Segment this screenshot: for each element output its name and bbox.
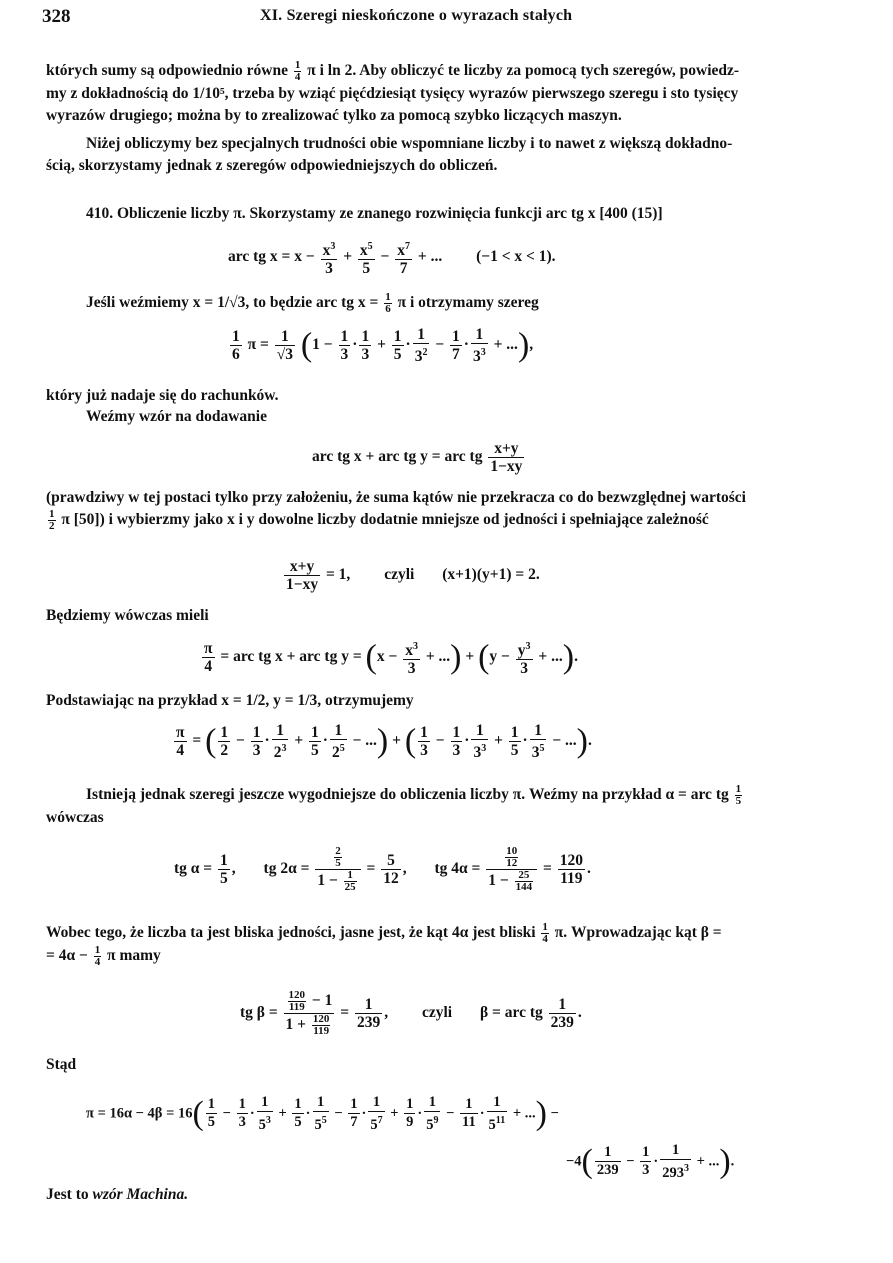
- equation-arctg-series: arc tg x = x − $\frac{x^3}{3}$ + $\frac{x^5}{5}$ − $\frac{x^7}{7}$ + ... (−1 < x < 1).: [228, 238, 556, 277]
- eq1-tail: + ...: [417, 248, 443, 266]
- p1-line3: wyrazów drugiego; można by to zrealizować tylko za pomocą szybko liczących maszyn.: [46, 107, 622, 124]
- page-number: 328: [42, 6, 71, 27]
- eq7-r-num: 120: [559, 852, 583, 869]
- running-title: XI. Szeregi nieskończone o wyrazach stałych: [260, 7, 573, 24]
- eq1-minus: −: [380, 248, 390, 266]
- eq5-t2: y −: [489, 648, 510, 666]
- eq2-inner: 1 −: [312, 336, 333, 354]
- eq4-den: 1−xy: [286, 576, 319, 593]
- equation-addition-formula: [312, 440, 526, 475]
- p9-line1: Istnieją jednak szeregi jeszcze wygodniejsze do obliczenia liczby π. Weźmy na przykład α = arc tg: [86, 786, 729, 804]
- paragraph-2: [46, 133, 848, 177]
- equation-condition: [282, 558, 540, 593]
- paragraph-8: Podstawiając na przykład x = 1/2, y = 1/3, otrzymujemy: [46, 692, 414, 709]
- eq9-tail: −: [550, 1105, 559, 1122]
- p10-line2a: = 4α −: [46, 947, 88, 965]
- p10-line2b: π mamy: [107, 947, 161, 965]
- equation-machin-line1: π = 16α − 4β = 16( $\frac{1}{5}$ − $\frac{1}{3}$ · $\frac{1}{5^3}$ + $\frac{1}{5}$ · $\frac{1}{5^5}$ − $\frac{1}{7}$ · $\frac{1}{5^7}$ + $\frac{1}{9}$ · $\frac{1}{5^9}$ − $\frac{1}{11}$ · $\frac{1}{5^{11}}$ + ...) −: [86, 1094, 559, 1133]
- equation-pi-quarter-numeric: $\frac{\pi}{4}$ = ( $\frac{1}{2}$ − $\frac{1}{3}$ · $\frac{1}{2^3}$ + $\frac{1}{5}$ · $\frac{1}{2^5}$ − ...) + ( $\frac{1}{3}$ − $\frac{1}{3}$ · $\frac{1}{3^3}$ + $\frac{1}{5}$ · $\frac{1}{3^5}$ − ...).: [176, 722, 592, 762]
- eq5-mid: = arc tg x + arc tg y =: [220, 648, 362, 666]
- p1-line1-b: π i ln 2. Aby obliczyć te liczby za pomocą tych szeregów, powiedz-: [307, 62, 740, 80]
- p1-line1-a: których sumy są odpowiednio równe: [46, 62, 288, 80]
- eq9-lhs: π = 16α − 4β = 16: [86, 1105, 193, 1122]
- eq4-num: x+y: [284, 558, 320, 576]
- eq9-l2: −4: [566, 1153, 582, 1170]
- p6-line1: (prawdziwy w tej postaci tylko przy założeniu, że suma kątów nie przekracza co do bezwzględnej wartości: [46, 489, 746, 506]
- section-text: Skorzystamy ze znanego rozwinięcia funkcji arc tg x [400 (15)]: [245, 205, 663, 222]
- paragraph-10: Wobec tego, że liczba ta jest bliska jedności, jasne jest, że kąt 4α jest bliski $\frac{1}{4}$ π. Wprowadzając kąt β = = 4α − $\frac{1}{4}$ π mamy: [46, 921, 722, 968]
- eq5-join: +: [465, 648, 475, 666]
- eq4-czyli: czyli: [384, 566, 415, 584]
- equation-pi-quarter-sum: $\frac{\pi}{4}$ = arc tg x + arc tg y = (x − $\frac{x^3}{3}$ + ...) + (y − $\frac{y^3}{3}$ + ...).: [204, 638, 578, 678]
- eq7-a: tg α =: [174, 860, 213, 878]
- eq5-plus2: + ...: [538, 648, 563, 666]
- eq5-t1: x −: [376, 648, 398, 666]
- paragraph-4: który już nadaje się do rachunków.: [46, 387, 279, 404]
- section-title: 410. Obliczenie liczby π.: [86, 205, 246, 222]
- p6-line2: π [50]) i wybierzmy jako x i y dowolne liczby dodatnie mniejsze od jedności i spełniające zależność: [61, 511, 709, 529]
- eq6-dots1: − ...: [352, 732, 377, 750]
- eq9-dots2: + ...: [696, 1153, 720, 1170]
- eq5-plus1: + ...: [425, 648, 451, 666]
- paragraph-6: (prawdziwy w tej postaci tylko przy założeniu, że suma kątów nie przekracza co do bezwzględnej wartości $\frac{1}{2}$ π [50]) i wybierzmy jako x i y dowolne liczby dodatnie mniejsze od jedności i spełniające zależność: [46, 489, 746, 532]
- p10-line1: Wobec tego, że liczba ta jest bliska jedności, jasne jest, że kąt 4α jest bliski: [46, 924, 536, 942]
- eq2-lhs: π =: [247, 336, 269, 354]
- eq8-mid: =: [340, 1004, 350, 1022]
- eq9-dots1: + ...: [512, 1105, 536, 1122]
- p12-a: Jest to: [46, 1186, 93, 1203]
- paragraph-3: Jeśli weźmiemy x = 1/√3, to będzie arc tg x = $\frac{1}{6}$ π i otrzymamy szereg: [86, 291, 539, 315]
- eq7-c: tg 4α =: [434, 860, 481, 878]
- eq2-dots: + ...: [493, 336, 518, 354]
- paragraph-9: Istnieją jednak szeregi jeszcze wygodniejsze do obliczenia liczby π. Weźmy na przykład α = arc tg $\frac{1}{5}$ wówczas: [46, 783, 742, 826]
- p2-line2: ścią, skorzystamy jednak z szeregów odpowiedniejszych do obliczeń.: [46, 157, 498, 174]
- equation-pi-sixth-series: $\frac{1}{6}$ π = $\frac{1}{√3}$ (1 − $\frac{1}{3}$ · $\frac{1}{3}$ + $\frac{1}{5}$ · $\frac{1}{3^2}$ − $\frac{1}{7}$ · $\frac{1}{3^3}$ + ...),: [232, 326, 534, 366]
- eq7-r-den: 119: [560, 870, 583, 887]
- paragraph-7: Będziemy wówczas mieli: [46, 607, 209, 624]
- p9-line2: wówczas: [46, 809, 104, 826]
- paragraph-11: Stąd: [46, 1056, 77, 1073]
- p10-line1b: π. Wprowadzając kąt β =: [554, 924, 722, 942]
- eq1-range: (−1 < x < 1).: [476, 248, 556, 266]
- equation-machin-line2: −4( $\frac{1}{239}$ − $\frac{1}{3}$ · $\frac{1}{293^3}$ + ...).: [566, 1142, 735, 1181]
- eq6-eq: =: [192, 732, 202, 750]
- eq3-num: x+y: [488, 440, 524, 458]
- eq4-eq: = 1,: [325, 566, 351, 584]
- section-410-heading: [86, 205, 663, 223]
- eq4-rhs: (x+1)(y+1) = 2.: [442, 566, 540, 584]
- p12-b: wzór Machina.: [92, 1186, 189, 1203]
- eq6-join: +: [392, 732, 401, 750]
- p3-b: π i otrzymamy szereg: [397, 294, 539, 312]
- paragraph-5: Weźmy wzór na dodawanie: [86, 408, 267, 425]
- eq1-lhs: arc tg x = x −: [228, 248, 315, 266]
- paragraph-12: [46, 1186, 188, 1204]
- fraction-one-quarter: $\frac{1}{4}$: [294, 59, 301, 83]
- p1-line2: my z dokładnością do 1/10⁵, trzeba by wziąć pięćdziesiąt tysięcy wyrazów pierwszego szeregu i sto tysięcy: [46, 85, 739, 102]
- eq1-plus: +: [343, 248, 353, 266]
- eq3-lhs: arc tg x + arc tg y = arc tg: [312, 448, 483, 466]
- p3-a: Jeśli weźmiemy x = 1/√3, to będzie arc tg x =: [86, 294, 379, 312]
- eq7-b: tg 2α =: [263, 860, 310, 878]
- eq8-rhs: β = arc tg: [479, 1004, 543, 1022]
- eq8-czyli: czyli: [421, 1004, 453, 1022]
- eq2-end: ,: [529, 336, 534, 354]
- paragraph-1: [46, 60, 848, 127]
- equation-tangent-values: tg α = $\frac{1}{5}$ , tg 2α = $\frac{2}{5}$ 1 − $\frac{1}{25}$ = $\frac{5}{12}$ , tg 4α = $\frac{10}{12}$ 1 − $\frac{25}{144}$ = $\frac{120}{119}$ .: [174, 845, 591, 893]
- p2-line1: Niżej obliczymy bez specjalnych trudności obie wspomniane liczby i to nawet z większą dokładno-: [86, 135, 733, 152]
- eq3-den: 1−xy: [490, 458, 523, 475]
- equation-tg-beta: tg β = $\frac{120}{119}$ − 1 1 + $\frac{120}{119}$ = $\frac{1}{239}$ , czyli β = arc tg $\frac{1}{239}$ .: [240, 989, 582, 1037]
- eq6-dots2: − ...: [552, 732, 577, 750]
- eq8-lhs: tg β =: [240, 1004, 278, 1022]
- eq7-dot: .: [586, 860, 591, 878]
